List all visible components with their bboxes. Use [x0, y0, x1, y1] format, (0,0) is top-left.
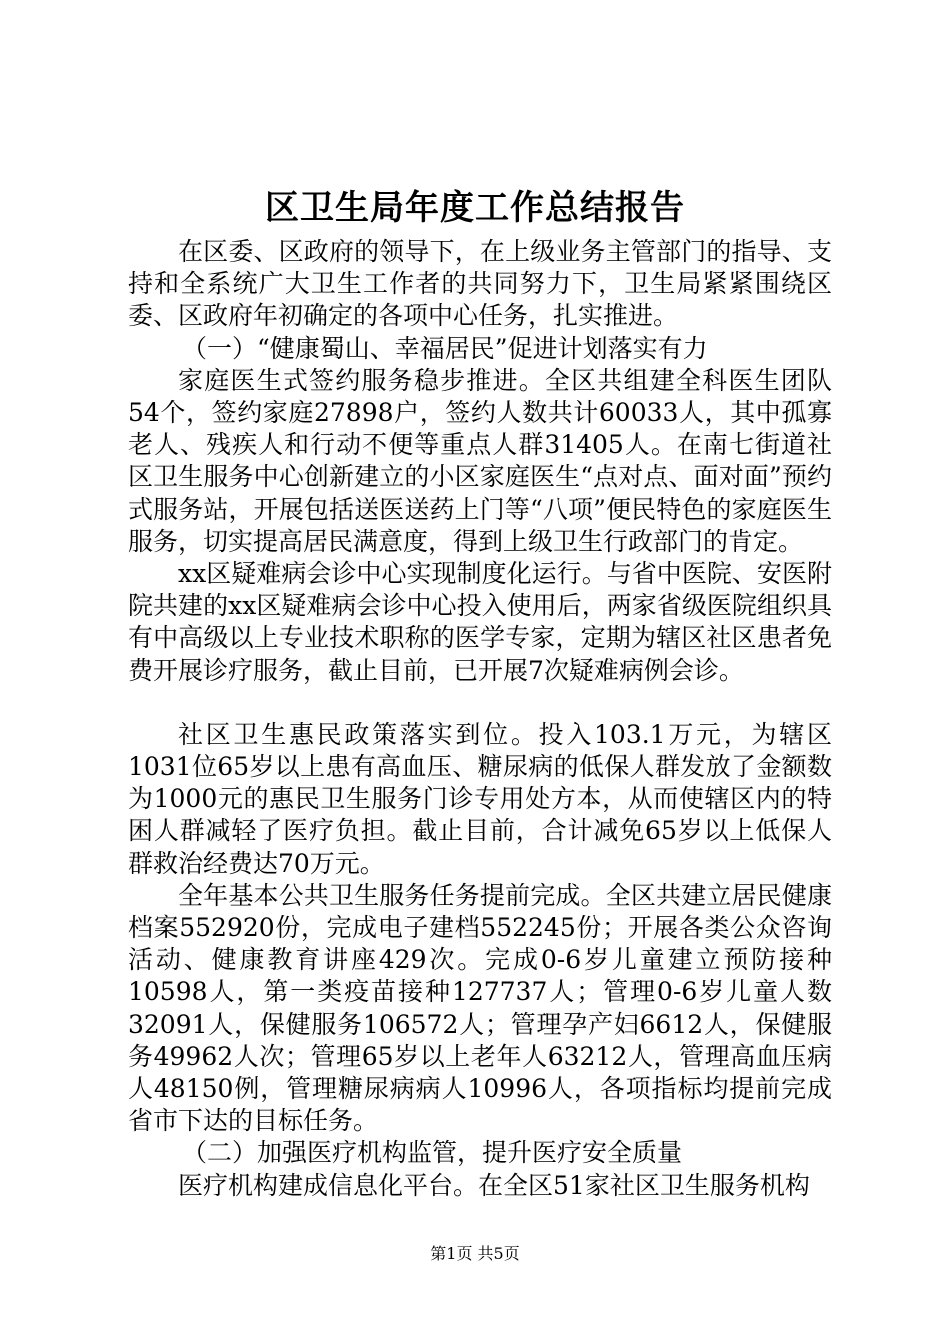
paragraph-spacer: [128, 687, 832, 719]
paragraph-family-doctor: 家庭医生式签约服务稳步推进。全区共组建全科医生团队54个，签约家庭27898户，签约人数共计60033人，其中孤寡老人、残疾人和行动不便等重点人群31405人。在南七街道社区卫生服务中心创新建立的小区家庭医生“点对点、面对面”预约式服务站，开展包括送医送药上门等“八项”便民特色的家庭医生服务，切实提高居民满意度，得到上级卫生行政部门的肯定。: [128, 365, 832, 556]
intro-paragraph: 在区委、区政府的领导下，在上级业务主管部门的指导、支持和全系统广大卫生工作者的共同努力下，卫生局紧紧围绕区委、区政府年初确定的各项中心任务，扎实推进。: [128, 237, 832, 331]
paragraph-information-platform: 医疗机构建成信息化平台。在全区51家社区卫生服务机构: [178, 1170, 810, 1200]
paragraph-welfare-policy: 社区卫生惠民政策落实到位。投入103.1万元，为辖区1031位65岁以上患有高血压、糖尿病的低保人群发放了金额数为1000元的惠民卫生服务门诊专用处方本，从而使辖区内的特困人群减轻了医疗负担。截止目前，合计减免65岁以上低保人群救治经费达70万元。: [128, 719, 832, 878]
document-title: 区卫生局年度工作总结报告: [265, 188, 685, 228]
section-heading-2: （二）加强医疗机构监管，提升医疗安全质量: [182, 1138, 683, 1168]
document-body: [128, 236, 832, 1202]
paragraph-consultation-center: xx区疑难病会诊中心实现制度化运行。与省中医院、安医附院共建的xx区疑难病会诊中心投入使用后，两家省级医院组织具有中高级以上专业技术职称的医学专家，定期为辖区社区患者免费开展诊疗服务，截止目前，已开展7次疑难病例会诊。: [128, 559, 832, 685]
section-heading-1: （一）“健康蜀山、幸福居民”促进计划落实有力: [182, 333, 708, 363]
page-footer: 第1页 共5页: [430, 1244, 520, 1263]
paragraph-public-health: 全年基本公共卫生服务任务提前完成。全区共建立居民健康档案552920份，完成电子建档552245份；开展各类公众咨询活动、健康教育讲座429次。完成0-6岁儿童建立预防接种10598人，第一类疫苗接种127737人；管理0-6岁儿童人数32091人，保健服务106572人；管理孕产妇6612人，保健服务49962人次；管理65岁以上老年人63212人，管理高血压病人48150例，管理糖尿病病人10996人，各项指标均提前完成省市下达的目标任务。: [128, 880, 832, 1136]
